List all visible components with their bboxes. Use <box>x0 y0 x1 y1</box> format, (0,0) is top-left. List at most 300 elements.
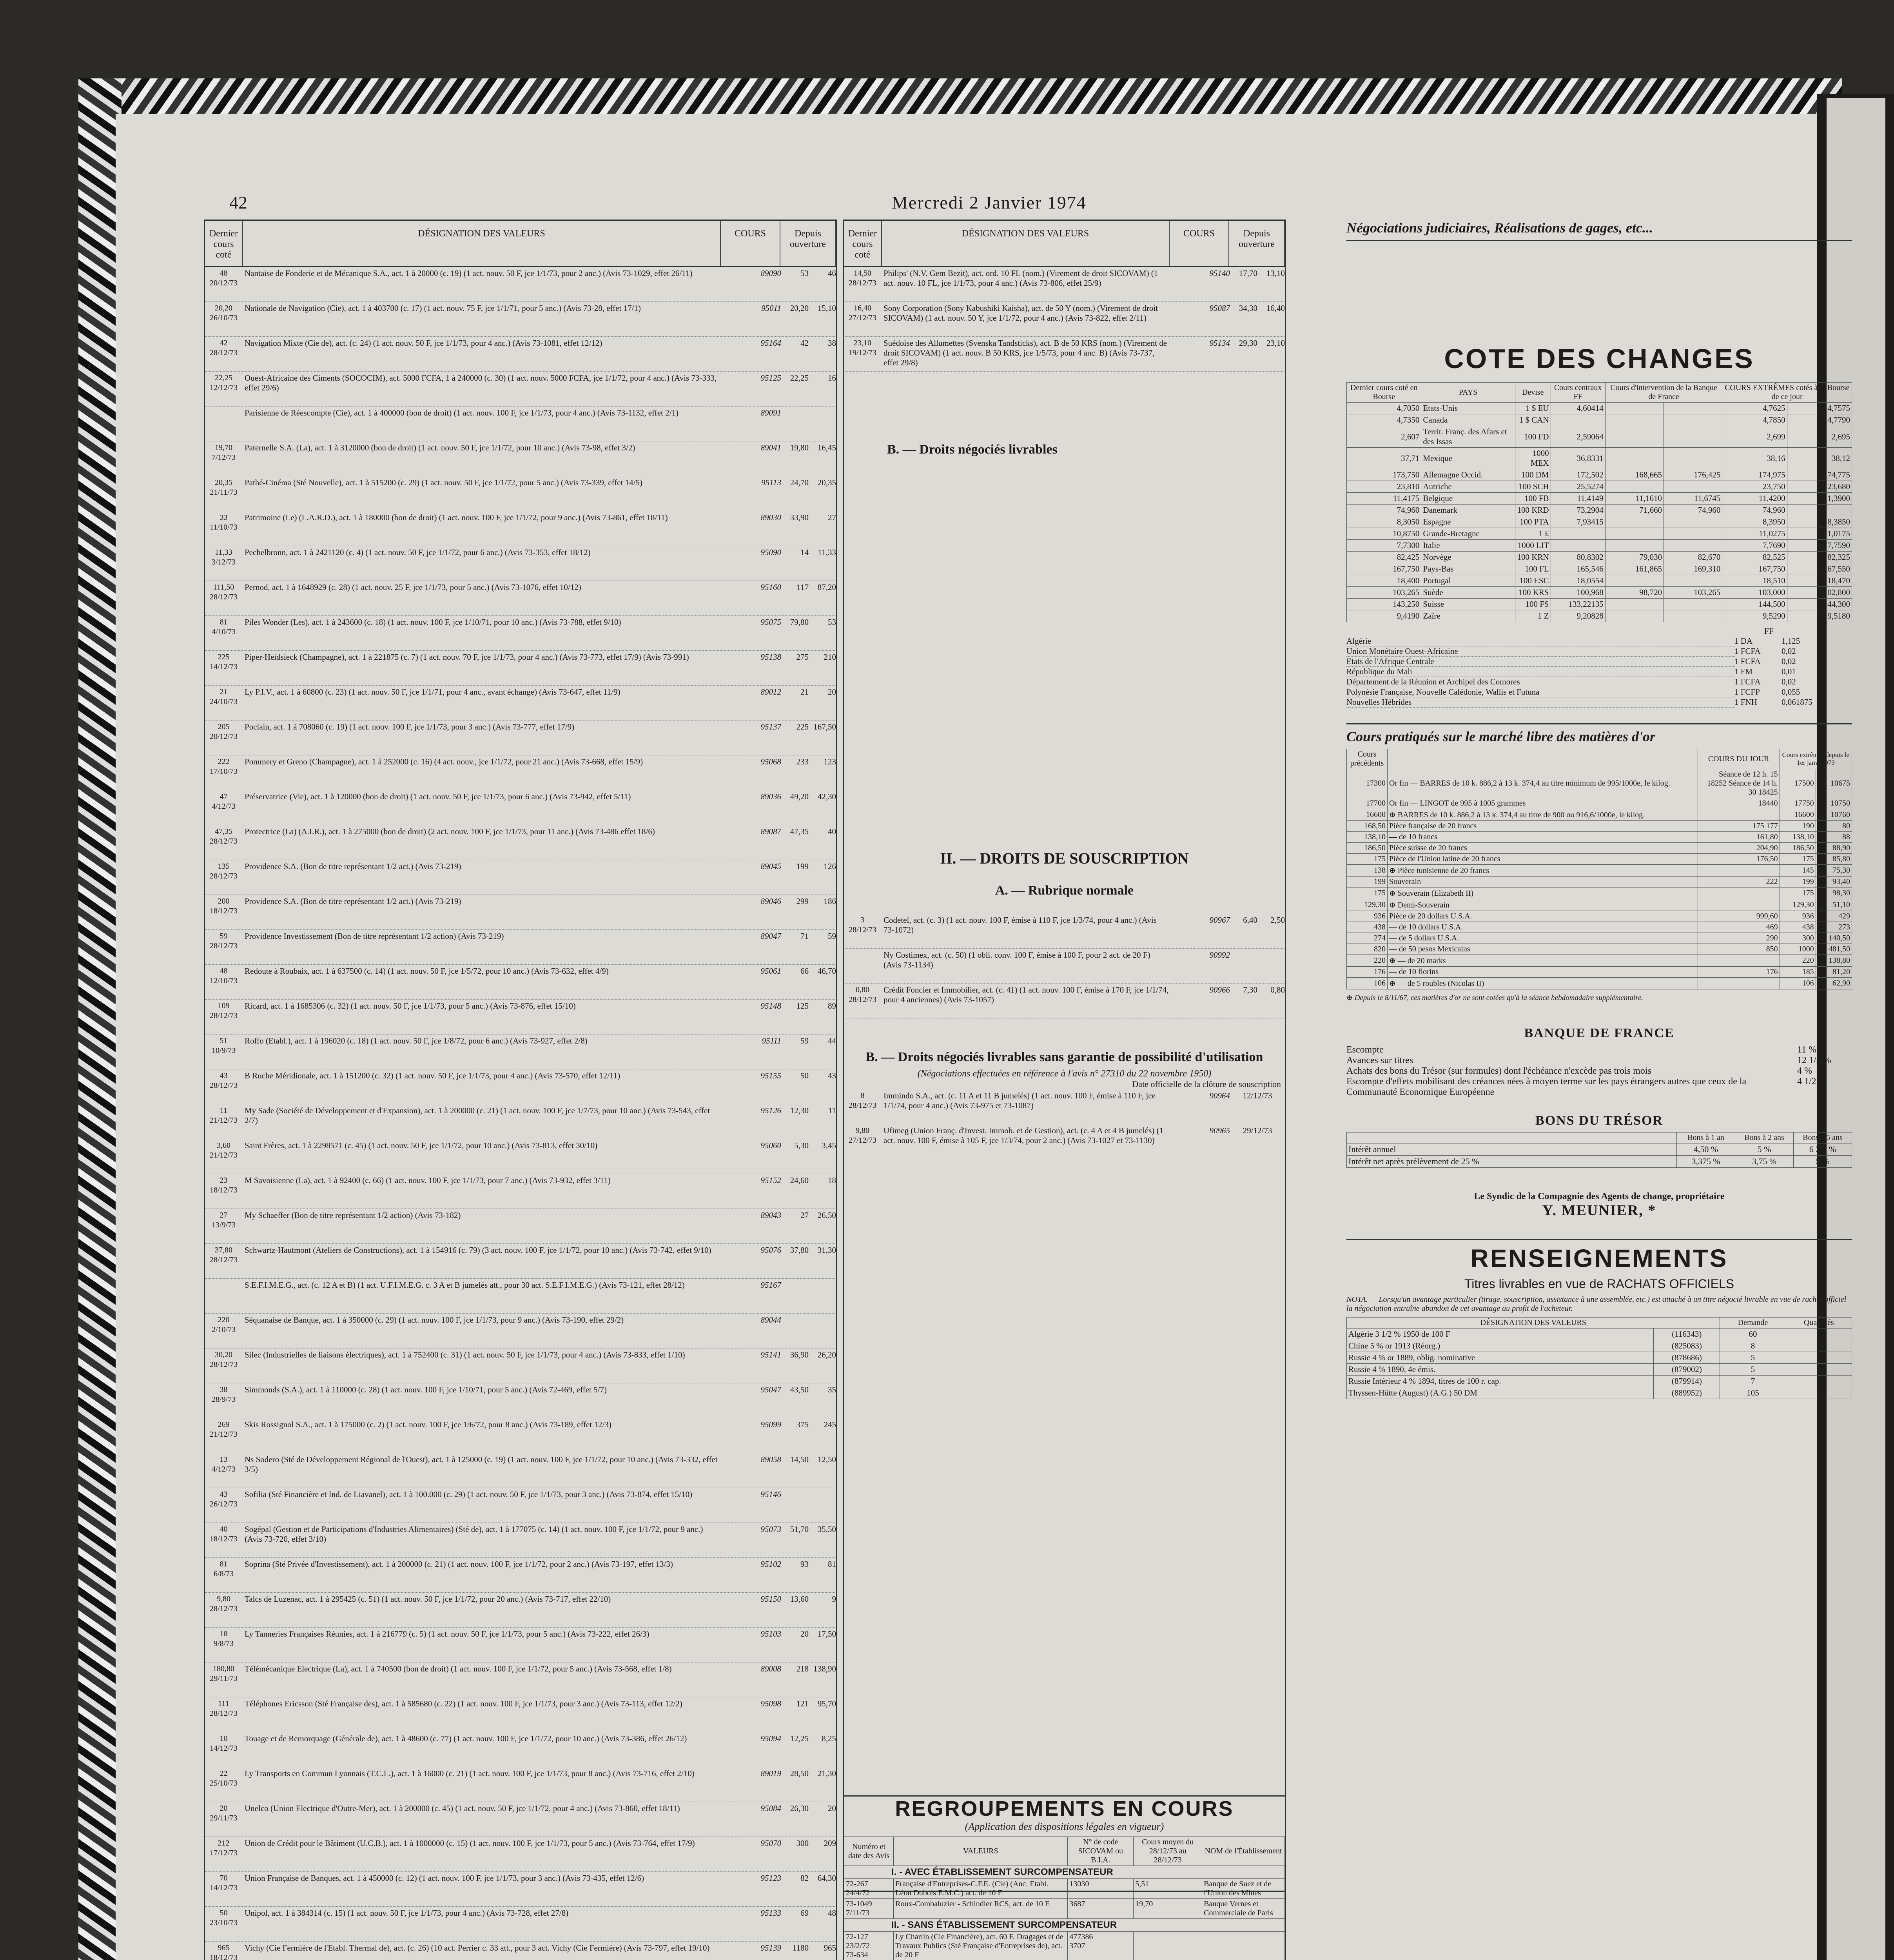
plus-haut: 5,30 <box>794 1141 809 1150</box>
plus-haut: 93 <box>800 1559 809 1569</box>
cours-code: 89046 <box>760 897 781 906</box>
last-cours: 109 28/12/73 <box>209 1002 238 1020</box>
rg-h-cours: Cours moyen du 28/12/73 au 28/12/73 <box>1134 1837 1202 1866</box>
plus-bas: 11 <box>828 1106 836 1115</box>
cours-code: 95126 <box>760 1106 781 1115</box>
or-note: ⊕ Depuis le 8/11/67, ces matières d'or ne sont cotées qu'à la séance hebdomadaire supplémentaire. <box>1346 994 1644 1002</box>
designation: Codetel, act. (c. 3) (1 act. nouv. 100 F, émise à 110 F, jce 1/3/74, pour 4 anc.) (Avis 73-1072) <box>884 915 1157 935</box>
plus-bas: 13,10 <box>1266 269 1285 278</box>
or-hi: 17750 <box>1780 798 1816 809</box>
ch-hi: 38,16 <box>1722 448 1787 469</box>
or-jour <box>1698 887 1780 899</box>
plus-bas <box>809 1315 836 1347</box>
or-prec: 138 <box>1347 865 1388 877</box>
plus-bas: 53 <box>828 617 836 627</box>
franc-name: Algérie <box>1346 636 1734 646</box>
ch-lo: 7,7590 <box>1787 540 1852 552</box>
bons-v2: 3,75 % <box>1735 1156 1794 1168</box>
bdf-val: 11 % <box>1797 1045 1817 1055</box>
ch-last: 4,7350 <box>1347 414 1421 426</box>
plus-bas: 15,10 <box>817 303 836 313</box>
plus-haut: 20,20 <box>790 303 809 313</box>
plus-haut: 121 <box>796 1699 809 1708</box>
plus-haut: 29,30 <box>1239 338 1257 348</box>
table-row <box>205 267 836 302</box>
plus-bas: 26,50 <box>817 1210 836 1220</box>
ch-central <box>1551 540 1605 552</box>
ch-lo: 8,3850 <box>1787 516 1852 528</box>
last-cours <box>205 1280 242 1312</box>
plus-bas: 16,45 <box>817 443 836 452</box>
ch-pays: Danemark <box>1421 505 1515 516</box>
table-row <box>205 1000 836 1034</box>
last-cours: 13 4/12/73 <box>211 1455 236 1474</box>
table-row <box>205 755 836 790</box>
cours-code: 95111 <box>762 1036 781 1045</box>
bons-label: Intérêt net après prélèvement de 25 % <box>1347 1156 1677 1168</box>
ch-int1: 79,030 <box>1605 552 1664 563</box>
or-hi: 300 <box>1780 933 1816 944</box>
designation: Paternelle S.A. (La), act. 1 à 3120000 (bon de droit) (1 act. nouv. 50 F, jce 1/1/72, pour 10 anc.) (Avis 73-98, effet 3/2) <box>245 443 635 452</box>
franc-unit: 1 FCFP <box>1734 687 1760 697</box>
ch-devise: 100 KRN <box>1515 552 1551 563</box>
designation: Téléphones Ericsson (Sté Française des), act. 1 à 585680 (c. 22) (1 act. nouv. 100 F, jce 1/1/73, pour 3 anc.) (Avis 73-113, effet 12/2) <box>245 1699 682 1708</box>
ch-central: 172,502 <box>1551 469 1605 481</box>
ch-pays: Zaïre <box>1421 610 1515 622</box>
ch-int2 <box>1664 599 1722 610</box>
last-cours: 222 17/10/73 <box>209 757 238 776</box>
plus-bas <box>809 408 836 439</box>
cours-code: 95068 <box>760 757 781 766</box>
or-lo: 10760 <box>1816 809 1852 821</box>
or-lo: 10750 <box>1816 798 1852 809</box>
list-item <box>1346 677 1852 687</box>
ch-central: 36,8331 <box>1551 448 1605 469</box>
ch-lo: 174,775 <box>1787 469 1852 481</box>
ch-central: 25,5274 <box>1551 481 1605 493</box>
table-row <box>205 1209 836 1244</box>
plus-haut <box>781 1280 809 1312</box>
rg-code: 3687 <box>1068 1899 1134 1919</box>
plus-bas: 43 <box>828 1071 836 1080</box>
designation: Séquanaise de Banque, act. 1 à 350000 (c. 29) (1 act. nouv. 100 F, jce 1/1/73, pour 9 anc.) (Avis 73-190, effet 29/2) <box>245 1315 624 1325</box>
last-cours: 111,50 28/12/73 <box>209 583 238 601</box>
or-hi: 438 <box>1780 922 1816 933</box>
rac-qte: 1 <box>1786 1340 1852 1352</box>
plus-haut: 299 <box>796 897 809 906</box>
or-h-ext: Cours extrêmes depuis le 1er janv. 1973 <box>1780 749 1852 769</box>
bons-label: Intérêt annuel <box>1347 1143 1677 1156</box>
ch-devise: 100 FD <box>1515 426 1551 448</box>
cours-code: 95152 <box>760 1176 781 1185</box>
plus-bas: 186 <box>824 897 836 906</box>
or-prec: 274 <box>1347 933 1388 944</box>
marbled-edge-left <box>78 78 122 1960</box>
changes-header: COURS EXTRÊMES cotés à la Bourse de ce jour <box>1722 383 1852 403</box>
last-cours: 965 18/12/73 <box>209 1944 238 1960</box>
cours-code: 95133 <box>760 1908 781 1918</box>
table-row <box>844 1089 1285 1124</box>
plus-bas: 3,45 <box>822 1141 836 1150</box>
plus-haut: 36,90 <box>790 1350 809 1359</box>
ff-label: FF <box>1764 626 1774 636</box>
last-cours: 40 18/12/73 <box>209 1525 238 1543</box>
plus-bas <box>1257 950 1285 982</box>
ch-pays: Pays-Bas <box>1421 563 1515 575</box>
franc-unit: 1 FM <box>1734 667 1753 676</box>
franc-val: 0,055 <box>1782 687 1800 697</box>
or-h-prec: Cours précédents <box>1347 749 1388 769</box>
ch-int1 <box>1605 528 1664 540</box>
ch-int2 <box>1664 610 1722 622</box>
ch-hi: 4,7625 <box>1722 403 1787 414</box>
ch-pays: Canada <box>1421 414 1515 426</box>
last-cours: 225 14/12/73 <box>209 653 238 671</box>
or-lo: 62,90 <box>1816 978 1852 989</box>
rac-dem: 7 <box>1720 1376 1786 1387</box>
ch-last: 2,607 <box>1347 426 1421 448</box>
or-prec: 138,10 <box>1347 832 1388 843</box>
date-officielle: Date officielle de la clôture de souscription <box>1132 1079 1281 1089</box>
designation: Providence S.A. (Bon de titre représentant 1/2 act.) (Avis 73-219) <box>245 862 461 871</box>
or-jour <box>1698 955 1780 967</box>
rg-sec2: II. - SANS ÉTABLISSEMENT SURCOMPENSATEUR <box>844 1919 1285 1932</box>
ch-int1 <box>1605 426 1664 448</box>
plus-haut: 43,50 <box>790 1385 809 1394</box>
ch-int2 <box>1664 540 1722 552</box>
table-row <box>1347 933 1852 944</box>
list-item <box>1346 687 1852 697</box>
ch-last: 74,960 <box>1347 505 1421 516</box>
or-jour: 176 <box>1698 967 1780 978</box>
or-jour: 850 <box>1698 944 1780 955</box>
last-cours: 38 28/9/73 <box>211 1385 236 1404</box>
table-row <box>1347 1143 1852 1156</box>
ch-pays: Norvège <box>1421 552 1515 563</box>
plus-bas: 38 <box>828 338 836 348</box>
or-hi: 175 <box>1780 887 1816 899</box>
rac-code: (878686) <box>1654 1352 1720 1364</box>
or-desc: Pièce française de 20 francs <box>1388 821 1698 832</box>
plus-bas: 42,30 <box>817 792 836 801</box>
or-prec: 168,50 <box>1347 821 1388 832</box>
plus-bas: 9 <box>832 1594 836 1604</box>
ch-int1 <box>1605 414 1664 426</box>
table-row <box>1347 414 1852 426</box>
list-item <box>1346 1066 1852 1076</box>
ch-devise: 1 $ CAN <box>1515 414 1551 426</box>
cours-code: 95094 <box>760 1734 781 1743</box>
cours-code: 95140 <box>1209 269 1230 278</box>
last-cours: 81 4/10/73 <box>211 618 236 636</box>
bdf-label: Escompte d'effets mobilisant des créances nées à moyen terme sur les pays étrangers autres que ceux de la Communauté Economique Européenne <box>1346 1076 1747 1097</box>
ch-hi: 11,4200 <box>1722 493 1787 505</box>
ch-int1 <box>1605 448 1664 469</box>
or-desc: Or fin — LINGOT de 995 à 1005 grammes <box>1388 798 1698 809</box>
rac-desc: Russie Intérieur 4 % 1894, titres de 100 r. cap. <box>1347 1376 1654 1387</box>
last-cours: 23,10 19/12/73 <box>848 339 877 357</box>
syndic-name: Y. MEUNIER, * <box>1542 1202 1656 1219</box>
table-row <box>205 1418 836 1453</box>
rac-qte: 6 <box>1786 1387 1852 1399</box>
cours-code: 89090 <box>760 269 781 278</box>
table-row <box>205 1662 836 1697</box>
or-lo: 481,50 <box>1816 944 1852 955</box>
table-row <box>1347 922 1852 933</box>
or-prec: 106 <box>1347 978 1388 989</box>
ch-int2: 74,960 <box>1664 505 1722 516</box>
or-hi: 106 <box>1780 978 1816 989</box>
table-row <box>205 546 836 581</box>
or-desc: Or fin — BARRES de 10 k. 886,2 à 13 k. 374,4 au titre minimum de 995/1000e, le kilog. <box>1388 769 1698 798</box>
ch-devise: 100 FB <box>1515 493 1551 505</box>
table-row <box>1347 469 1852 481</box>
plus-haut: 53 <box>800 269 809 278</box>
rg-h-code: N° de code SICOVAM ou B.I.A. <box>1068 1837 1134 1866</box>
plus-haut <box>781 408 809 439</box>
rg-num: 72-267 24/4/72 <box>844 1879 894 1899</box>
plus-bas: 20,35 <box>817 478 836 487</box>
list-item <box>1346 636 1852 646</box>
header-desc: DÉSIGNATION DES VALEURS <box>243 221 721 266</box>
right-panel <box>1346 220 1852 1960</box>
plus-haut: 1180 <box>792 1943 809 1953</box>
table-row <box>1347 854 1852 865</box>
last-cours: 20 29/11/73 <box>210 1804 238 1822</box>
last-cours: 14,50 28/12/73 <box>848 269 877 287</box>
designation: Nationale de Navigation (Cie), act. 1 à 403700 (c. 17) (1 act. nouv. 75 F, jce 1/1/71, pour 5 anc.) (Avis 73-28, effet 17/1) <box>245 303 641 313</box>
changes-title: COTE DES CHANGES <box>1444 343 1754 374</box>
plus-bas: 245 <box>824 1420 836 1429</box>
plus-bas: 8,25 <box>822 1734 836 1743</box>
ch-pays: Suisse <box>1421 599 1515 610</box>
cours-code: 95150 <box>760 1594 781 1604</box>
ch-int2 <box>1664 481 1722 493</box>
plus-bas: 11,33 <box>818 548 836 557</box>
rg-nom: Banque de Suez et de l'Union des Mines <box>1202 1879 1285 1899</box>
or-desc: ⊕ Demi-Souverain <box>1388 899 1698 911</box>
or-lo: 88 <box>1816 832 1852 843</box>
ch-hi: 82,525 <box>1722 552 1787 563</box>
ch-hi: 7,7690 <box>1722 540 1787 552</box>
cours-code: 89019 <box>760 1769 781 1778</box>
rac-code: (116343) <box>1654 1328 1720 1340</box>
table-row <box>1347 832 1852 843</box>
header-desc-2: DÉSIGNATION DES VALEURS <box>882 221 1170 266</box>
table-row <box>1347 911 1852 922</box>
or-lo: 140,50 <box>1816 933 1852 944</box>
table-row <box>1347 426 1852 448</box>
table-row <box>1347 967 1852 978</box>
rg-cours: 5,51 <box>1134 1879 1202 1899</box>
plus-bas: 20 <box>828 1804 836 1813</box>
table-row <box>1347 505 1852 516</box>
ch-int2 <box>1664 528 1722 540</box>
franc-val: 0,02 <box>1782 646 1796 656</box>
cours-code: 90967 <box>1209 915 1230 925</box>
cours-code: 95155 <box>760 1071 781 1080</box>
designation: Pernod, act. 1 à 1648929 (c. 28) (1 act. nouv. 25 F, jce 1/1/73, pour 5 anc.) (Avis 73-1076, effet 10/12) <box>245 583 581 592</box>
header-since: Depuis ouverture <box>780 221 836 266</box>
cours-code: 95125 <box>760 373 781 383</box>
or-prec: 16600 <box>1347 809 1388 821</box>
table-row <box>1347 877 1852 887</box>
rac-desc: Chine 5 % or 1913 (Réorg.) <box>1347 1340 1654 1352</box>
ch-hi: 174,975 <box>1722 469 1787 481</box>
bons-header: Bons à 5 ans <box>1794 1132 1852 1143</box>
cours-code: 90964 <box>1209 1091 1230 1100</box>
ch-last: 37,71 <box>1347 448 1421 469</box>
regroupements <box>843 1795 1286 1960</box>
date-cloture: 12/12/73 <box>1243 1091 1272 1100</box>
or-hi: 17500 <box>1780 769 1816 798</box>
col1-rows <box>205 267 836 1960</box>
table-row <box>1347 528 1852 540</box>
last-cours: 19,70 7/12/73 <box>211 443 236 462</box>
table-row <box>844 914 1285 949</box>
designation: Pechelbronn, act. 1 à 2421120 (c. 4) (1 act. nouv. 50 F, jce 1/1/72, pour 6 anc.) (Avis 73-353, effet 18/12) <box>245 548 591 557</box>
bons-table <box>1346 1132 1852 1168</box>
ch-central: 165,546 <box>1551 563 1605 575</box>
or-hi: 220 <box>1780 955 1816 967</box>
bdf-val: 12 1/2 % <box>1797 1055 1831 1065</box>
plus-haut: 7,30 <box>1243 985 1257 995</box>
or-lo: 429 <box>1816 911 1852 922</box>
table-row <box>844 337 1285 372</box>
designation: Ny Costimex, act. (c. 50) (1 obli. conv. 100 F, émise à 100 F, pour 2 act. de 20 F) (Avis 73-1134) <box>884 950 1150 969</box>
last-cours: 27 13/9/73 <box>211 1211 236 1229</box>
table-row <box>1347 403 1852 414</box>
ch-hi: 9,5290 <box>1722 610 1787 622</box>
table-row <box>1347 563 1852 575</box>
ch-int1: 11,1610 <box>1605 493 1664 505</box>
col2-sans-rows <box>844 1089 1285 1159</box>
designation: Unelco (Union Electrique d'Outre-Mer), act. 1 à 200000 (c. 45) (1 act. nouv. 50 F, jce 1/1/72, pour 4 anc.) (Avis 73-860, effet 18/11) <box>245 1804 680 1813</box>
col2-rows <box>844 267 1285 372</box>
plus-bas <box>809 1280 836 1312</box>
ch-last: 143,250 <box>1347 599 1421 610</box>
table-row <box>205 1593 836 1628</box>
designation: Silec (Industrielles de liaisons électriques), act. 1 à 752400 (c. 31) (1 act. nouv. 50 F, jce 1/1/73, pour 4 anc.) (Avis 73-833, effet 1/10) <box>245 1350 685 1359</box>
last-cours: 3 28/12/73 <box>848 916 877 934</box>
cours-code: 95141 <box>760 1350 781 1359</box>
plus-haut: 14 <box>800 548 809 557</box>
last-cours: 51 10/9/73 <box>211 1036 236 1055</box>
or-jour <box>1698 865 1780 877</box>
ch-pays: Belgique <box>1421 493 1515 505</box>
franc-unit: 1 DA <box>1734 636 1753 646</box>
regroup-title: REGROUPEMENTS EN COURS <box>895 1797 1234 1820</box>
plus-bas: 209 <box>824 1838 836 1848</box>
designation: Union Française de Banques, act. 1 à 450000 (c. 12) (1 act. nouv. 100 F, jce 1/1/73, pour 3 anc.) (Avis 73-435, effet 12/6) <box>245 1873 644 1883</box>
plus-haut: 12,30 <box>790 1106 809 1115</box>
or-desc: ⊕ — de 20 marks <box>1388 955 1698 967</box>
plus-bas: 89 <box>828 1001 836 1011</box>
rac-dem: 5 <box>1720 1364 1786 1376</box>
table-row <box>1347 1328 1852 1340</box>
table-row <box>205 1697 836 1732</box>
plus-haut: 49,20 <box>790 792 809 801</box>
changes-header: Dernier cours coté en Bourse <box>1347 383 1421 403</box>
table-row <box>1347 575 1852 587</box>
or-prec: 175 <box>1347 854 1388 865</box>
plus-haut: 51,70 <box>790 1524 809 1534</box>
table-row <box>1347 798 1852 809</box>
or-desc: ⊕ Pièce tunisienne de 20 francs <box>1388 865 1698 877</box>
plus-bas: 27 <box>828 513 836 522</box>
plus-bas: 46,70 <box>817 966 836 976</box>
ch-int2 <box>1664 426 1722 448</box>
plus-haut: 275 <box>796 652 809 662</box>
designation: Providence Investissement (Bon de titre représentant 1/2 action) (Avis 73-219) <box>245 931 504 941</box>
cours-code: 95011 <box>761 303 781 313</box>
last-cours: 11 21/12/73 <box>209 1106 238 1125</box>
rg-sec1: I. - AVEC ÉTABLISSEMENT SURCOMPENSATEUR <box>844 1866 1285 1879</box>
last-cours: 269 21/12/73 <box>209 1420 238 1439</box>
bdf-list <box>1346 1045 1852 1098</box>
or-prec: 186,50 <box>1347 843 1388 854</box>
page-date: Mercredi 2 Janvier 1974 <box>892 192 1087 212</box>
regroup-table <box>844 1837 1285 1960</box>
or-lo: 273 <box>1816 922 1852 933</box>
rens-title: RENSEIGNEMENTS <box>1346 1239 1852 1273</box>
table-row <box>205 1488 836 1523</box>
rg-num: 73-1049 7/11/73 <box>844 1899 894 1919</box>
table-row <box>1347 448 1852 469</box>
designation: Roffo (Etabl.), act. 1 à 196020 (c. 18) (1 act. nouv. 50 F, jce 1/8/72, pour 6 anc.) (Avis 73-927, effet 2/8) <box>245 1036 588 1045</box>
table-row <box>205 337 836 372</box>
table-row <box>205 1837 836 1872</box>
ch-devise: 100 FL <box>1515 563 1551 575</box>
table-row <box>844 1879 1285 1899</box>
ch-int1 <box>1605 610 1664 622</box>
or-hi: 185 <box>1780 967 1816 978</box>
designation: Sony Corporation (Sony Kabushiki Kaisha), act. de 50 Y (nom.) (Virement de droit SICOVAM) (1 act. nouv. 50 Y, jce 1/1/72, pour 4 anc.) (Avis 73-822, effet 2/11) <box>884 303 1158 323</box>
designation: Piper-Heidsieck (Champagne), act. 1 à 221875 (c. 7) (1 act. nouv. 70 F, jce 1/1/73, pour 4 anc.) (Avis 73-773, effet 17/9) (Avis 73-991) <box>245 652 689 662</box>
designation: Crédit Foncier et Immobilier, act. (c. 41) (1 act. nouv. 100 F, émise à 170 F, jce 1/1/74, pour 4 anciennes) (Avis 73-1057) <box>884 985 1169 1004</box>
designation: Ly Tanneries Françaises Réunies, act. 1 à 216779 (c. 5) (1 act. nouv. 50 F, jce 1/1/73, pour 5 anc.) (Avis 73-222, effet 26/3) <box>245 1629 649 1639</box>
ch-devise: 100 KRD <box>1515 505 1551 516</box>
ch-pays: Autriche <box>1421 481 1515 493</box>
plus-haut: 300 <box>796 1838 809 1848</box>
section-b-note: (Négociations effectuées en référence à l'avis n° 27310 du 22 novembre 1950) <box>917 1069 1212 1079</box>
rac-qte: 2 <box>1786 1376 1852 1387</box>
plus-bas: 59 <box>828 931 836 941</box>
cours-code: 89058 <box>760 1455 781 1464</box>
designation: Ns Sodero (Sté de Développement Régional de l'Ouest), act. 1 à 125000 (c. 19) (1 act. nouv. 100 F, jce 1/1/72, pour 10 anc.) (Avis 73-332, effet 3/5) <box>245 1455 718 1474</box>
designation: Skis Rossignol S.A., act. 1 à 175000 (c. 2) (1 act. nouv. 100 F, jce 1/6/72, pour 8 anc.) (Avis 73-189, effet 12/3) <box>245 1420 611 1429</box>
table-row <box>1347 587 1852 599</box>
or-lo: 98,30 <box>1816 887 1852 899</box>
table-row <box>205 686 836 720</box>
designation: Protectrice (La) (A.I.R.), act. 1 à 275000 (bon de droit) (2 act. nouv. 100 F, jce 1/1/73, pour 11 anc.) (Avis 73-486 effet 18/6) <box>245 827 655 836</box>
rachats-header: DÉSIGNATION DES VALEURS <box>1347 1318 1720 1328</box>
ch-hi: 23,750 <box>1722 481 1787 493</box>
last-cours: 59 28/12/73 <box>209 932 238 950</box>
franc-name: Département de la Réunion et Archipel des Comores <box>1346 677 1734 687</box>
franc-val: 0,02 <box>1782 657 1796 666</box>
or-h-jour: COURS DU JOUR <box>1698 749 1780 769</box>
ch-central: 80,8302 <box>1551 552 1605 563</box>
cours-code: 95137 <box>760 722 781 731</box>
designation: B Ruche Méridionale, act. 1 à 151200 (c. 32) (1 act. nouv. 50 F, jce 1/1/73, pour 4 anc.) (Avis 73-570, effet 12/11) <box>245 1071 620 1080</box>
table-row <box>205 825 836 860</box>
last-cours: 9,80 27/12/73 <box>848 1126 877 1145</box>
rac-qte: 6 <box>1786 1328 1852 1340</box>
plus-haut: 82 <box>800 1873 809 1883</box>
table-row <box>1347 821 1852 832</box>
plus-bas: 126 <box>824 862 836 871</box>
